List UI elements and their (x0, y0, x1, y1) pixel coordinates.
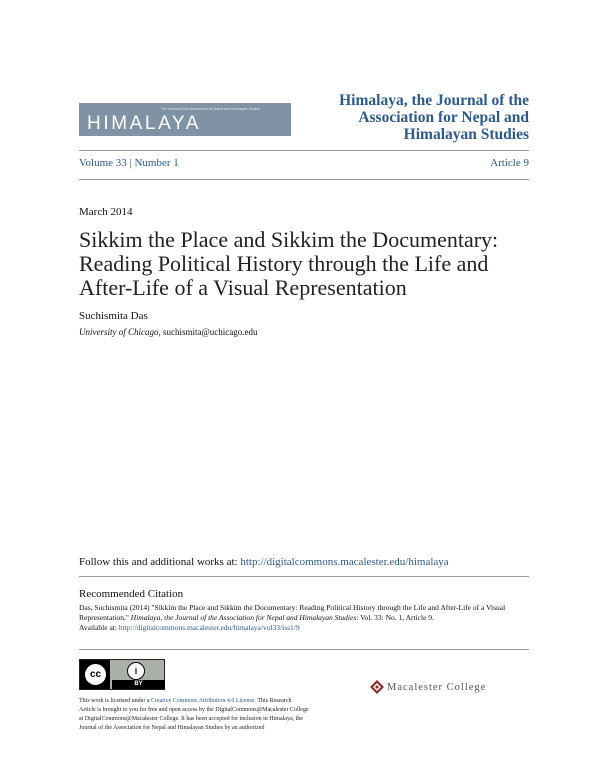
banner-tagline: The Journal of the Association for Nepal and Himalayan Studies (161, 107, 261, 111)
license-prefix: This work is licensed under a (79, 698, 151, 704)
journal-title-line-3[interactable]: Himalayan Studies (403, 126, 529, 143)
banner-wordmark: HIMALAYA (87, 113, 202, 134)
college-crest-icon (370, 680, 384, 694)
available-url-link[interactable]: http://digitalcommons.macalester.edu/himalaya/vol33/iss1/9 (118, 623, 300, 632)
journal-title-line-2[interactable]: Association for Nepal and (358, 109, 529, 126)
college-name: Macalester College (387, 682, 487, 693)
by-label: BY (112, 680, 165, 689)
citation-text (79, 603, 539, 633)
author-name: Suchismita Das (79, 310, 148, 322)
issue-separator: | (129, 157, 132, 169)
follow-prefix: Follow this and additional works at: (79, 556, 241, 568)
article-title-line-2: Reading Political History through the Life and (79, 251, 489, 276)
divider-bottom (79, 649, 529, 650)
recommended-citation-heading: Recommended Citation (79, 588, 184, 600)
license-link[interactable]: Creative Commons Attribution 4.0 License. (150, 698, 256, 704)
attribution-person-icon: i (127, 662, 145, 680)
article-title-line-1: Sikkim the Place and Sikkim the Documentary: (79, 227, 499, 252)
issue-line (79, 157, 179, 169)
citation-part-2: : Vol. 33: No. 1, Article 9. (356, 613, 434, 622)
cc-icon: cc (83, 662, 108, 687)
divider-top (79, 150, 529, 151)
number-link[interactable]: Number 1 (134, 157, 179, 169)
macalester-college-logo (370, 680, 515, 696)
follow-url-link[interactable]: http://digitalcommons.macalester.edu/himalaya (240, 556, 449, 568)
journal-banner-logo (79, 103, 291, 136)
affiliation-name: University of Chicago (79, 327, 159, 337)
article-title-line-3: After-Life of a Visual Representation (79, 275, 407, 300)
license-rest: This Research Article is brought to you for free and open access by the DigitalCommons@Macalester College at DigitalCommons@Macalester College. It has been accepted for inclusion in Himalaya, the Journal of the Association for Nepal and Himalayan Studies by an authorized (79, 698, 309, 731)
article-title (79, 228, 539, 300)
available-prefix: Available at: (79, 623, 119, 632)
publication-date: March 2014 (79, 206, 133, 218)
author-email: , suchismita@uchicago.edu (158, 327, 258, 337)
divider-citation (79, 576, 529, 577)
citation-journal: Himalaya, the Journal of the Association for Nepal and Himalayan Studies (130, 613, 357, 622)
journal-title-line-1[interactable]: Himalaya, the Journal of the (339, 92, 529, 109)
journal-title[interactable] (269, 92, 529, 143)
article-number-link[interactable]: Article 9 (490, 157, 529, 169)
volume-link[interactable]: Volume 33 (79, 157, 127, 169)
license-text (79, 697, 309, 733)
cc-by-badge[interactable] (79, 659, 165, 690)
author-affiliation (79, 327, 258, 337)
divider-issue (79, 179, 529, 180)
follow-line (79, 556, 449, 568)
citation-part-1: Das, Suchismita (2014) "Sikkim the Place and Sikkim the Documentary: Reading Political History through the Life and After-Life of a Visual Representation," (79, 603, 506, 622)
